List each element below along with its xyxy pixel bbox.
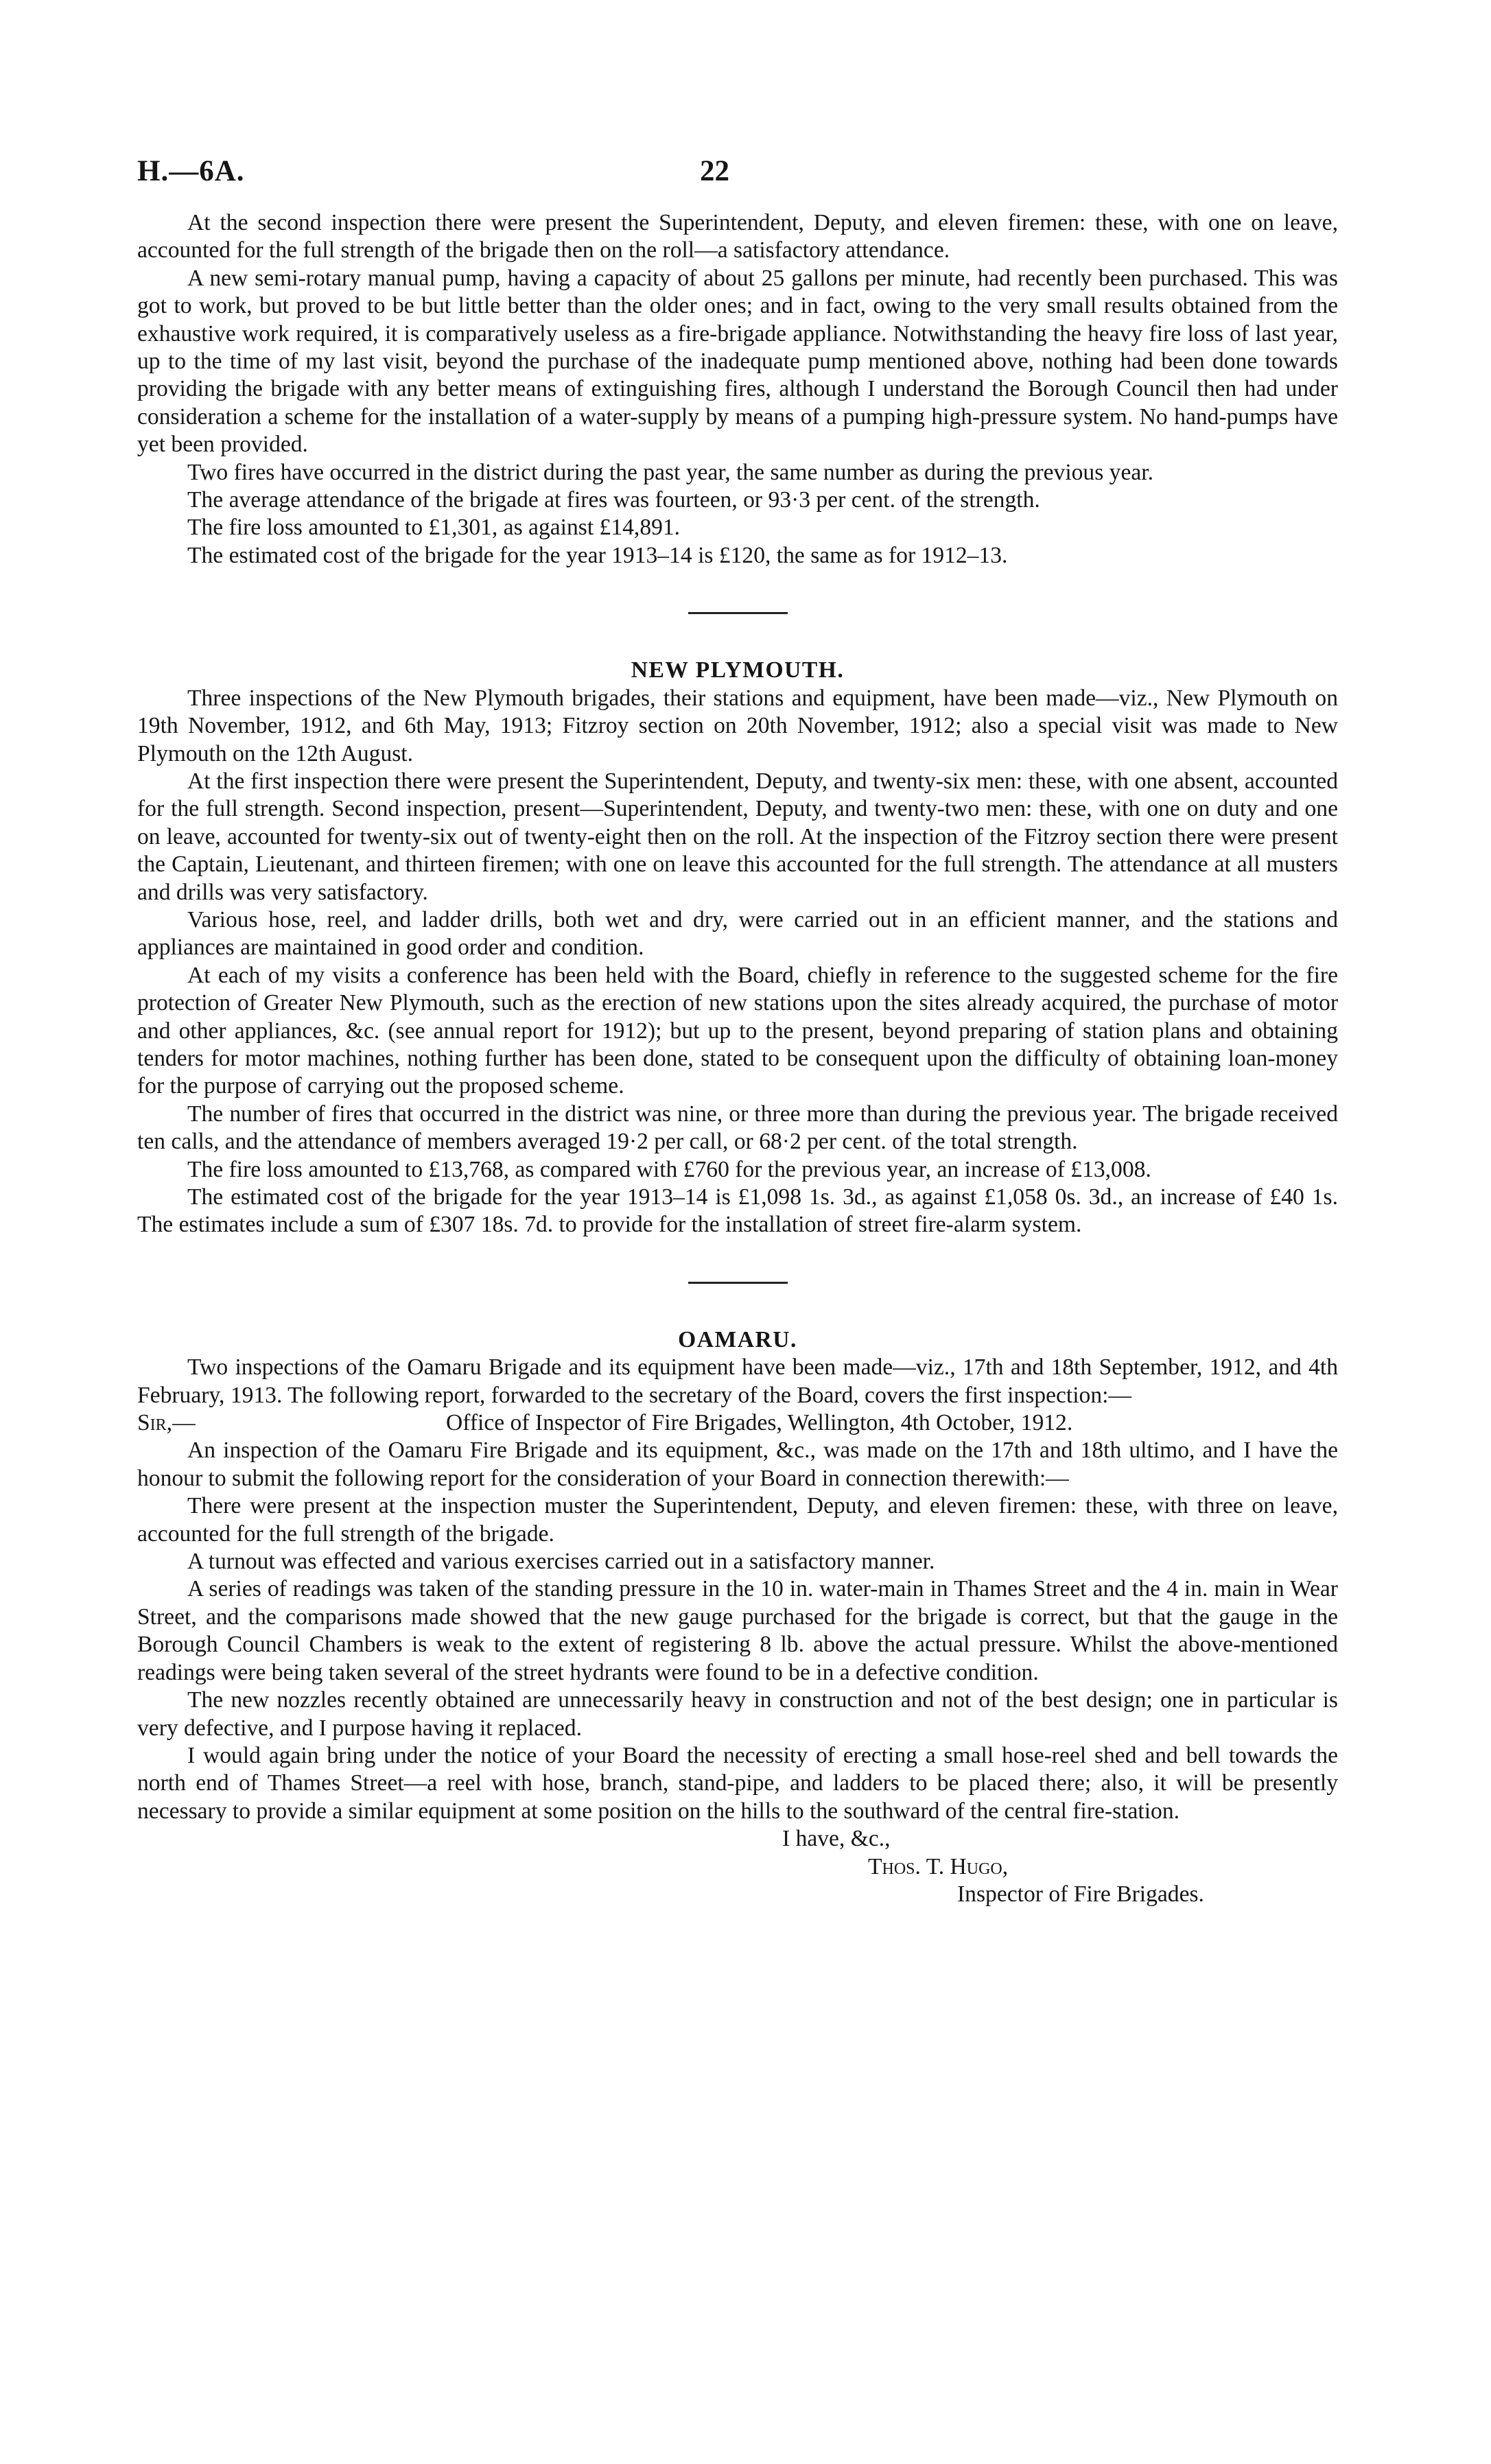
paragraph: The average attendance of the brigade at fires was fourteen, or 93·3 per cent. of the strength. [187,487,1040,513]
document-page [137,154,1338,1908]
section-heading: OAMARU. [678,1326,797,1352]
paragraph: I would again bring under the notice of your Board the necessity of erecting a small hose-reel shed and bell towards the north end of Thames Street—a reel with hose, branch, stand-pipe, and ladders to be placed there; also, it will be presently necessary to provide a similar equipment at some position on the hills to the southward of the central fire-station. [137,1742,1338,1824]
paragraph: A turnout was effected and various exercises carried out in a satisfactory manner. [187,1549,935,1575]
paragraph: At the first inspection there were present the Superintendent, Deputy, and twenty-six men: these, with one absent, accounted for the full strength. Second inspection, present—Superintendent, Deputy, and twenty-two men: these, with one on duty and one on leave, accounted for twenty-six out of twenty-eight then on the roll. At the inspection of the Fitzroy section there were present the Captain, Lieutenant, and thirteen firemen; with one on leave this accounted for the full strength. The attendance at all musters and drills was very satisfactory. [137,768,1338,905]
paragraph: At each of my visits a conference has been held with the Board, chiefly in reference to the suggested scheme for the fire protection of Greater New Plymouth, such as the erection of new stations upon the sites already acquired, the purchase of motor and other appliances, &c. (see annual report for 1912); but up to the present, beyond preparing of station plans and obtaining tenders for motor machines, nothing further has been done, stated to be consequent upon the difficulty of obtaining loan-money for the purpose of carrying out the proposed scheme. [137,962,1338,1099]
paragraph: A series of readings was taken of the standing pressure in the 10 in. water-main in Thames Street and the 4 in. main in Wear Street, and the comparisons made showed that the new gauge purchased for the brigade is correct, but that the gauge in the Borough Council Chambers is weak to the extent of registering 8 lb. above the actual pressure. Whilst the above-mentioned readings were being taken several of the street hydrants were found to be in a defective condition. [137,1576,1338,1685]
paragraph: The fire loss amounted to £1,301, as against £14,891. [187,515,681,541]
document-reference: H.—6A. [137,155,245,187]
signatory-title: Inspector of Fire Brigades. [957,1881,1204,1907]
paragraph: Three inspections of the New Plymouth brigades, their stations and equipment, have been made—viz., New Plymouth on 19th November, 1912, and 6th May, 1913; Fitzroy section on 20th November, 1912; also a special visit was made to New Plymouth on the 12th August. [137,685,1338,766]
paragraph: At the second inspection there were present the Superintendent, Deputy, and eleven firemen: these, with one on leave, accounted for the full strength of the brigade then on the roll—a satisfactory attendance. [137,210,1338,263]
section-heading: NEW PLYMOUTH. [631,657,845,683]
new-plymouth-section [137,657,1338,1239]
paragraph: Two inspections of the Oamaru Brigade and its equipment have been made—viz., 17th and 18th September, 1912, and 4th February, 1913. The following report, forwarded to the secretary of the Board, covers the first inspection:— [137,1354,1338,1408]
paragraph: Two fires have occurred in the district during the past year, the same number as during the previous year. [187,459,1154,485]
signature-block [137,1825,1338,1908]
closing-line: I have, &c., [782,1826,891,1852]
paragraph: The estimated cost of the brigade for the year 1913–14 is £120, the same as for 1912–13. [187,542,1008,568]
letter-office-line: Office of Inspector of Fire Brigades, Wellington, 4th October, 1912. [446,1410,1073,1436]
signatory-name: Thos. T. Hugo, [868,1853,1009,1879]
paragraph: A new semi-rotary manual pump, having a capacity of about 25 gallons per minute, had recently been purchased. This was got to work, but proved to be but little better than the older ones; and in fact, owing to the very small results obtained from the exhaustive work required, it is comparatively useless as a fire-brigade appliance. Notwithstanding the heavy fire loss of last year, up to the time of my last visit, beyond the purchase of the inadequate pump mentioned above, nothing had been done towards providing the brigade with any better means of extinguishing fires, although I understand the Borough Council then had under consideration a scheme for the installation of a water-supply by means of a pumping high-pressure system. No hand-pumps have yet been provided. [137,265,1338,458]
paragraph: The number of fires that occurred in the district was nine, or three more than during the previous year. The brigade received ten calls, and the attendance of members averaged 19·2 per call, or 68·2 per cent. of the total strength. [137,1101,1338,1155]
paragraph: The estimated cost of the brigade for the year 1913–14 is £1,098 1s. 3d., as against £1,058 0s. 3d., an increase of £40 1s. The estimates include a sum of £307 18s. 7d. to provide for the installation of street fire-alarm system. [137,1184,1338,1238]
page-header [137,154,1338,209]
paragraph: Various hose, reel, and ladder drills, both wet and dry, were carried out in an efficient manner, and the stations and appliances are maintained in good order and condition. [137,906,1338,961]
oamaru-section [137,1326,1338,1825]
intro-section [137,209,1338,570]
paragraph: There were present at the inspection muster the Superintendent, Deputy, and eleven firemen: these, with three on leave, accounted for the full strength of the brigade. [137,1493,1338,1547]
salutation: Sir,— [137,1410,196,1436]
paragraph: An inspection of the Oamaru Fire Brigade and its equipment, &c., was made on the 17th and 18th ultimo, and I have the honour to submit the following report for the consideration of your Board in connection therewith:— [137,1438,1338,1491]
paragraph: The fire loss amounted to £13,768, as compared with £760 for the previous year, an increase of £13,008. [187,1156,1151,1182]
paragraph: The new nozzles recently obtained are unnecessarily heavy in construction and not of the best design; one in particular is very defective, and I purpose having it replaced. [137,1687,1338,1741]
letter-heading [137,1409,1338,1437]
page-number: 22 [700,155,729,187]
